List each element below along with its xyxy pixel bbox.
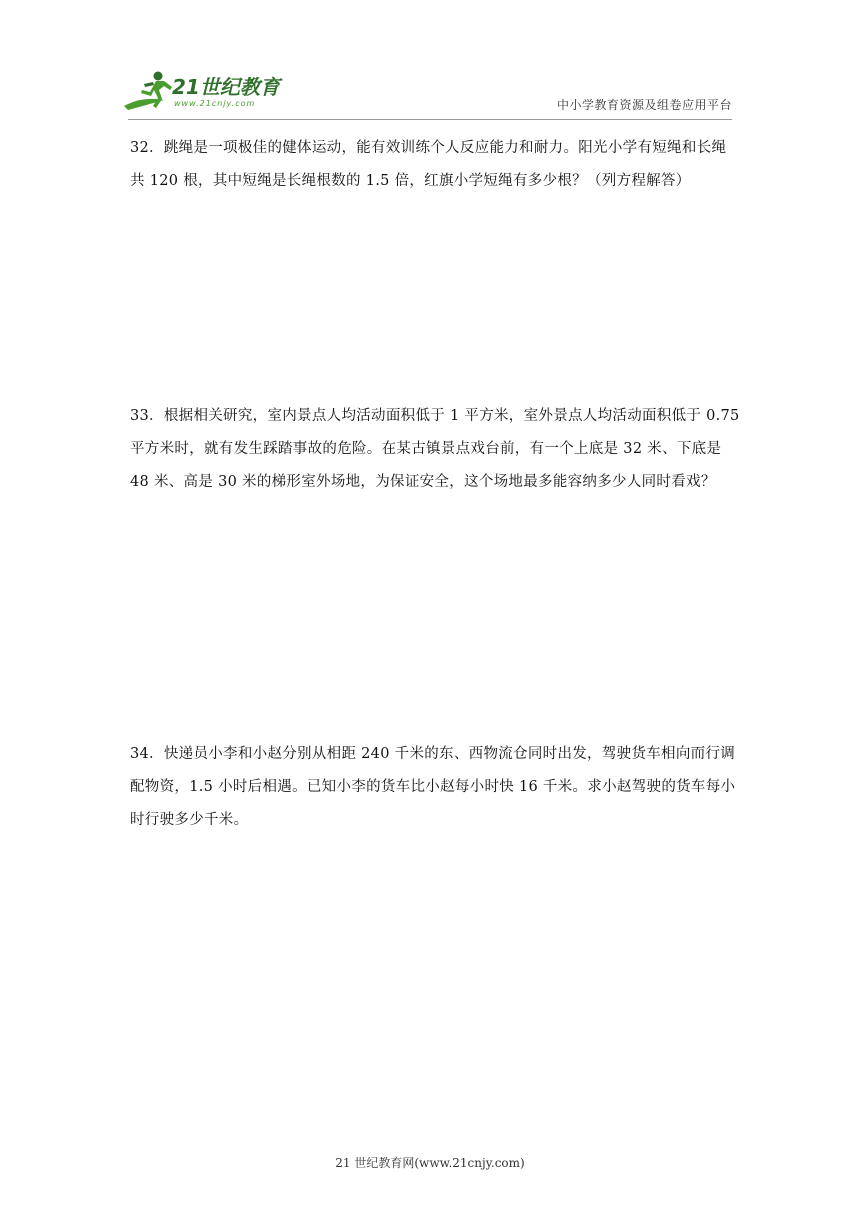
header-divider	[128, 119, 732, 120]
question-34	[130, 738, 734, 837]
question-line: 48 米、高是 30 米的梯形室外场地，为保证安全，这个场地最多能容纳多少人同时看戏？	[130, 474, 716, 490]
question-line: 33．根据相关研究，室内景点人均活动面积低于 1 平方米，室外景点人均活动面积低于 0.75	[130, 408, 740, 424]
runner-logo-icon	[120, 68, 300, 114]
question-line: 34．快递员小李和小赵分别从相距 240 千米的东、西物流仓同时出发，驾驶货车相向而行调	[130, 746, 736, 762]
question-32	[130, 132, 734, 198]
question-33	[130, 400, 740, 499]
question-line: 配物资，1.5 小时后相遇。已知小李的货车比小赵每小时快 16 千米。求小赵驾驶的货车每小	[130, 779, 736, 795]
question-line: 时行驶多少千米。	[130, 812, 249, 828]
svg-text:21世纪教育: 21世纪教育	[172, 75, 280, 99]
question-line: 共 120 根，其中短绳是长绳根数的 1.5 倍，红旗小学短绳有多少根？（列方程解答）	[130, 173, 691, 189]
page-footer: 21 世纪教育网(www.21cnjy.com)	[335, 1156, 525, 1170]
svg-text:www.21cnjy.com: www.21cnjy.com	[174, 99, 256, 108]
question-line: 32．跳绳是一项极佳的健体运动，能有效训练个人反应能力和耐力。阳光小学有短绳和长绳	[130, 140, 727, 156]
site-logo	[120, 68, 300, 114]
page-header	[0, 0, 860, 120]
question-line: 平方米时，就有发生踩踏事故的危险。在某古镇景点戏台前，有一个上底是 32 米、下底是	[130, 441, 722, 457]
platform-tagline: 中小学教育资源及组卷应用平台	[556, 98, 732, 112]
